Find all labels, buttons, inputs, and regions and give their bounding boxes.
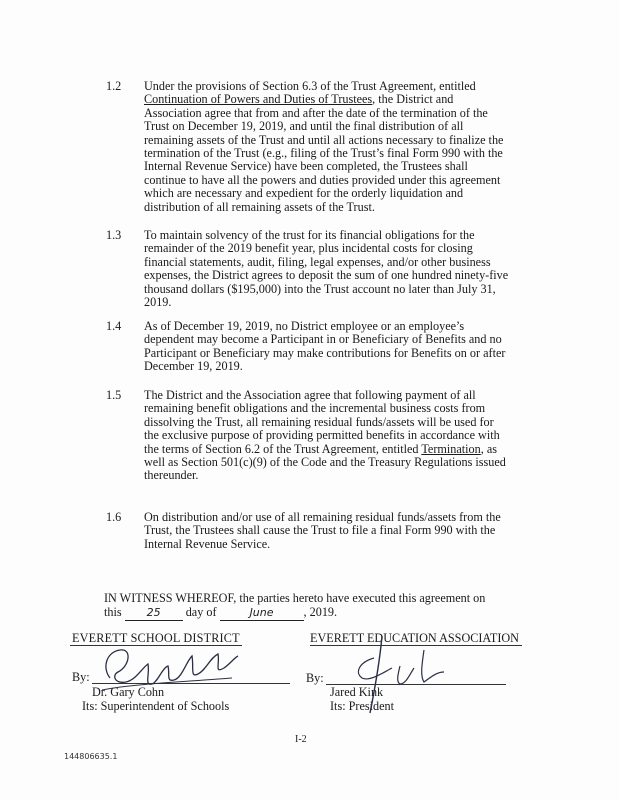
clause-number: 1.2 <box>106 79 122 93</box>
clause-number: 1.6 <box>106 510 122 524</box>
page-number: I-2 <box>295 734 307 745</box>
district-signature-icon <box>92 638 242 698</box>
clause-number: 1.3 <box>106 228 122 242</box>
clause-1-4 <box>106 320 546 374</box>
clause-number: 1.4 <box>106 319 122 333</box>
clause-line: expenses, the District agrees to deposit the sum of one hundred ninety-five <box>144 268 509 283</box>
document-id: 144806635.1 <box>64 752 118 761</box>
clause-line: thousand dollars ($195,000) into the Trust account no later than July 31, <box>144 281 496 296</box>
clause-body <box>144 511 546 551</box>
clause-1-3 <box>106 229 546 309</box>
clause-line: termination of the Trust (e.g., filing of the Trust’s final Form 990 with the <box>144 146 503 161</box>
clause-line: On distribution and/or use of all remaining residual funds/assets from the <box>144 510 501 524</box>
clause-line: Participant or Beneficiary may make contributions for Benefits on or after <box>144 345 506 360</box>
clause-line: well as Section 501(c)(9) of the Code and the Treasury Regulations issued <box>144 455 506 470</box>
association-signer-name: Jared Kink <box>330 685 384 699</box>
association-org-name: EVERETT EDUCATION ASSOCIATION <box>310 631 519 645</box>
association-signature-icon <box>340 628 460 718</box>
clause-line: which are necessary and expedient for the orderly liquidation and <box>144 186 464 201</box>
clause-line: thereunder. <box>144 468 199 483</box>
clause-line: remaining assets of the Trust and until all actions necessary to finalize the <box>144 132 504 147</box>
clause-line: dependent may become a Participant in or Beneficiary of Benefits and no <box>144 332 502 347</box>
section-title-continuation: Continuation of Powers and Duties of Trustees <box>144 92 373 107</box>
clause-line: The District and the Association agree that following payment of all <box>144 388 476 402</box>
association-signer-title: Its: President <box>330 699 394 713</box>
clause-1-2 <box>106 80 546 214</box>
clause-line: Internal Revenue Service. <box>144 536 271 551</box>
clause-body <box>144 389 546 483</box>
clause-line: Under the provisions of Section 6.3 of the Trust Agreement, entitled <box>144 79 476 93</box>
clause-number: 1.5 <box>106 388 122 402</box>
clause-line: To maintain solvency of the trust for its financial obligations for the <box>144 228 475 242</box>
month-field: June <box>220 606 304 621</box>
district-signer-title: Its: Superintendent of Schools <box>82 699 230 713</box>
witness-statement <box>104 591 544 621</box>
clause-line: Continuation of Powers and Duties of Trustees, the District and <box>144 92 454 107</box>
clause-body <box>144 80 546 214</box>
section-title-termination: Termination <box>421 441 481 456</box>
clause-line: As of December 19, 2019, no District employee or an employee’s <box>144 319 465 333</box>
clause-line: Internal Revenue Service) have been completed, the Trustees shall <box>144 159 468 174</box>
district-org-name: EVERETT SCHOOL DISTRICT <box>72 631 240 645</box>
district-signer-name: Dr. Gary Cohn <box>92 685 165 699</box>
clause-line: remainder of the 2019 benefit year, plus incidental costs for closing <box>144 241 473 256</box>
clause-line: financial statements, audit, filing, legal expenses, and/or other business <box>144 254 491 269</box>
witness-date-line: this 25 day of June , 2019. <box>104 605 338 619</box>
clause-line: December 19, 2019. <box>144 359 243 374</box>
clause-body <box>144 320 546 374</box>
clause-line: continue to have all the powers and duties provided under this agreement <box>144 172 501 187</box>
clause-line: Association agree that from and after the date of the termination of the <box>144 105 488 120</box>
association-by-label: By: <box>306 671 324 685</box>
clause-line: the exclusive purpose of providing permitted benefits in accordance with <box>144 428 500 443</box>
day-field: 25 <box>125 606 183 621</box>
witness-line: IN WITNESS WHEREOF, the parties hereto have executed this agreement on <box>104 591 486 605</box>
clause-line: distribution of all remaining assets of the Trust. <box>144 199 375 214</box>
clause-line: 2019. <box>144 295 172 310</box>
clause-line: Trust on December 19, 2019, and until the final distribution of all <box>144 119 464 134</box>
district-by-label: By: <box>72 670 90 684</box>
clause-line: Trust, the Trustees shall cause the Trust to file a final Form 990 with the <box>144 523 496 538</box>
clause-body <box>144 229 546 309</box>
clause-1-6 <box>106 511 546 551</box>
clause-line: remaining benefit obligations and the incremental business costs from <box>144 401 486 416</box>
clause-1-5 <box>106 389 546 483</box>
clause-line: dissolving the Trust, all remaining residual funds/assets will be used for <box>144 414 494 429</box>
clause-line: the terms of Section 6.2 of the Trust Agreement, entitled Termination, as <box>144 441 497 456</box>
